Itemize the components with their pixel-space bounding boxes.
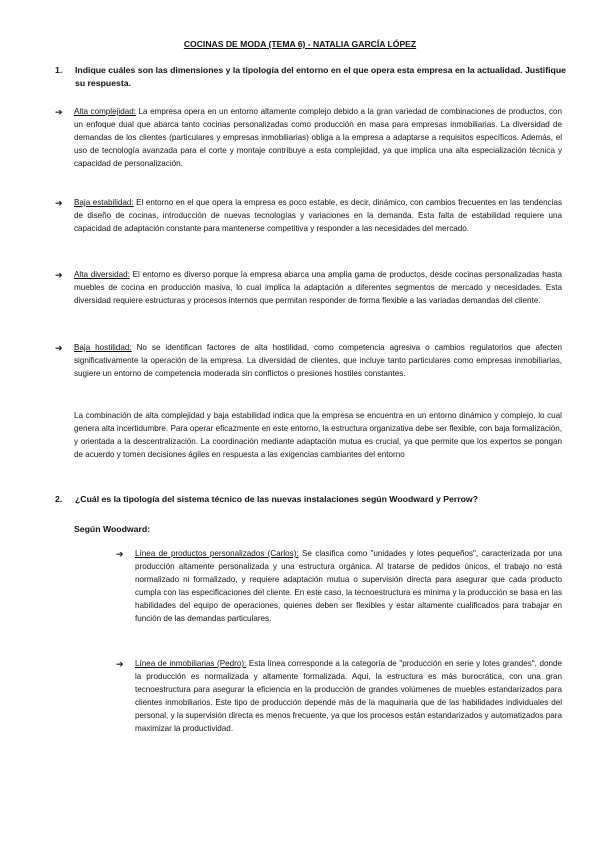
question-1-text: Indique cuáles son las dimensiones y la tipología del entorno en el que opera esta empresa en la actualidad. Justifique su respuesta. [75,65,566,88]
arrow-icon: ➔ [55,107,63,117]
bullet-text: Se clasifica como "unidades y lotes pequeños", caracterizada por una producción altamente personalizada y una estructura orgánica. Al tratarse de pedidos únicos, el trabajo no está normalizado ni formalizado, y requiere adaptación mutua o supervisión directa para asegurar que cada producto cumpla con las especificaciones del cliente. En este caso, la tecnoestructura es mínima y la producción se basa en las habilidades del equipo de operaciones, quienes deben ser flexibles y estar altamente cualificados para trabajar en función de las demandas particulares. [135,549,562,623]
document-title: COCINAS DE MODA (TEMA 6) - NATALIA GARCÍA LÓPEZ [183,39,417,49]
bullet-label: Alta complejidad: [74,107,136,116]
bullet-baja-estabilidad [55,197,562,236]
bullet-alta-complejidad [55,106,562,171]
bullet-text: La empresa opera en un entorno altamente complejo debido a la gran variedad de combinaciones de productos, con un enfoque dual que abarca tanto cocinas personalizadas como producción en masa para empresas inmobiliarias. La diversidad de demandas de los clientes (particulares y empresas inmobiliarias) obliga a la empresa a adaptarse a requisitos específicos. Además, el uso de tecnología avanzada para el corte y montaje contribuye a esta complejidad, ya que implica una alta especialización técnica y capacidad de personalización. [74,107,562,168]
bullet-text: No se identifican factores de alta hostilidad, como competencia agresiva o cambios regulatorios que afecten significativamente la operación de la empresa. La diversidad de clientes, que incluye tanto particulares como empresas inmobiliarias, sugiere un entorno de competencia moderada sin conflictos o presiones hostiles constantes. [74,343,562,378]
question-2 [55,493,575,506]
bullet-label: Línea de inmobiliarias (Pedro): [135,659,247,668]
question-1-number: 1. [55,65,63,75]
summary-paragraph: La combinación de alta complejidad y baja estabilidad indica que la empresa se encuentra en un entorno dinámico y complejo, lo cual genera alta incertidumbre. Para operar eficazmente en este entorno, la estructura organizativa debe ser flexible, con baja formalización, y orientada a la descentralización. La coordinación mediante adaptación mutua es crucial, ya que permite que los expertos se pongan de acuerdo y tomen decisiones ágiles en respuesta a las exigencias cambiantes del entorno [74,411,562,459]
bullet-baja-hostilidad [55,342,562,381]
bullet-text: El entorno es diverso porque la empresa abarca una amplia gama de productos, desde cocinas personalizadas hasta muebles de cocina en producción masiva, lo cual implica la adaptación a diferentes segmentos de mercado y necesidades. Esta diversidad requiere estructuras y procesos internos que permitan responder de forma flexible a las variadas demandas del cliente. [74,270,562,305]
woodward-heading: Según Woodward: [74,524,151,534]
arrow-icon: ➔ [116,659,124,669]
arrow-icon: ➔ [116,549,124,559]
bullet-text: El entorno en el que opera la empresa es poco estable, es decir, dinámico, con cambios frecuentes en las tendencias de diseño de cocinas, introducción de nuevas tecnologías y variaciones en la demanda. Esta falta de estabilidad requiere una capacidad de adaptación constante para mantenerse competitiva y responder a las necesidades del mercado. [74,198,562,233]
arrow-icon: ➔ [55,343,63,353]
bullet-text: Esta línea corresponde a la categoría de "producción en serie y lotes grandes", donde la producción es normalizada y altamente formalizada. Aquí, la estructura es más burocrática, con una gran tecnoestructura para asegurar la eficiencia en la producción de grandes volúmenes de muebles estandarizados para clientes inmobiliarios. Este tipo de producción depende más de la maquinaria que de las habilidades individuales del personal, y la supervisión directa es menos frecuente, ya que los procesos están estandarizados y automatizados para maximizar la productividad. [135,659,562,733]
question-2-text: ¿Cuál es la tipología del sistema técnico de las nuevas instalaciones según Woodward y Perrow? [75,494,478,504]
bullet-label: Alta diversidad: [74,270,130,279]
arrow-icon: ➔ [55,270,63,280]
bullet-linea-personalizados [116,548,562,625]
bullet-alta-diversidad [55,269,562,308]
question-2-number: 2. [55,494,63,504]
bullet-label: Línea de productos personalizados (Carlos): [135,549,299,558]
bullet-linea-inmobiliarias [116,658,562,735]
question-1 [55,64,575,90]
bullet-label: Baja hostilidad: [74,343,132,352]
bullet-label: Baja estabilidad: [74,198,134,207]
arrow-icon: ➔ [55,198,63,208]
